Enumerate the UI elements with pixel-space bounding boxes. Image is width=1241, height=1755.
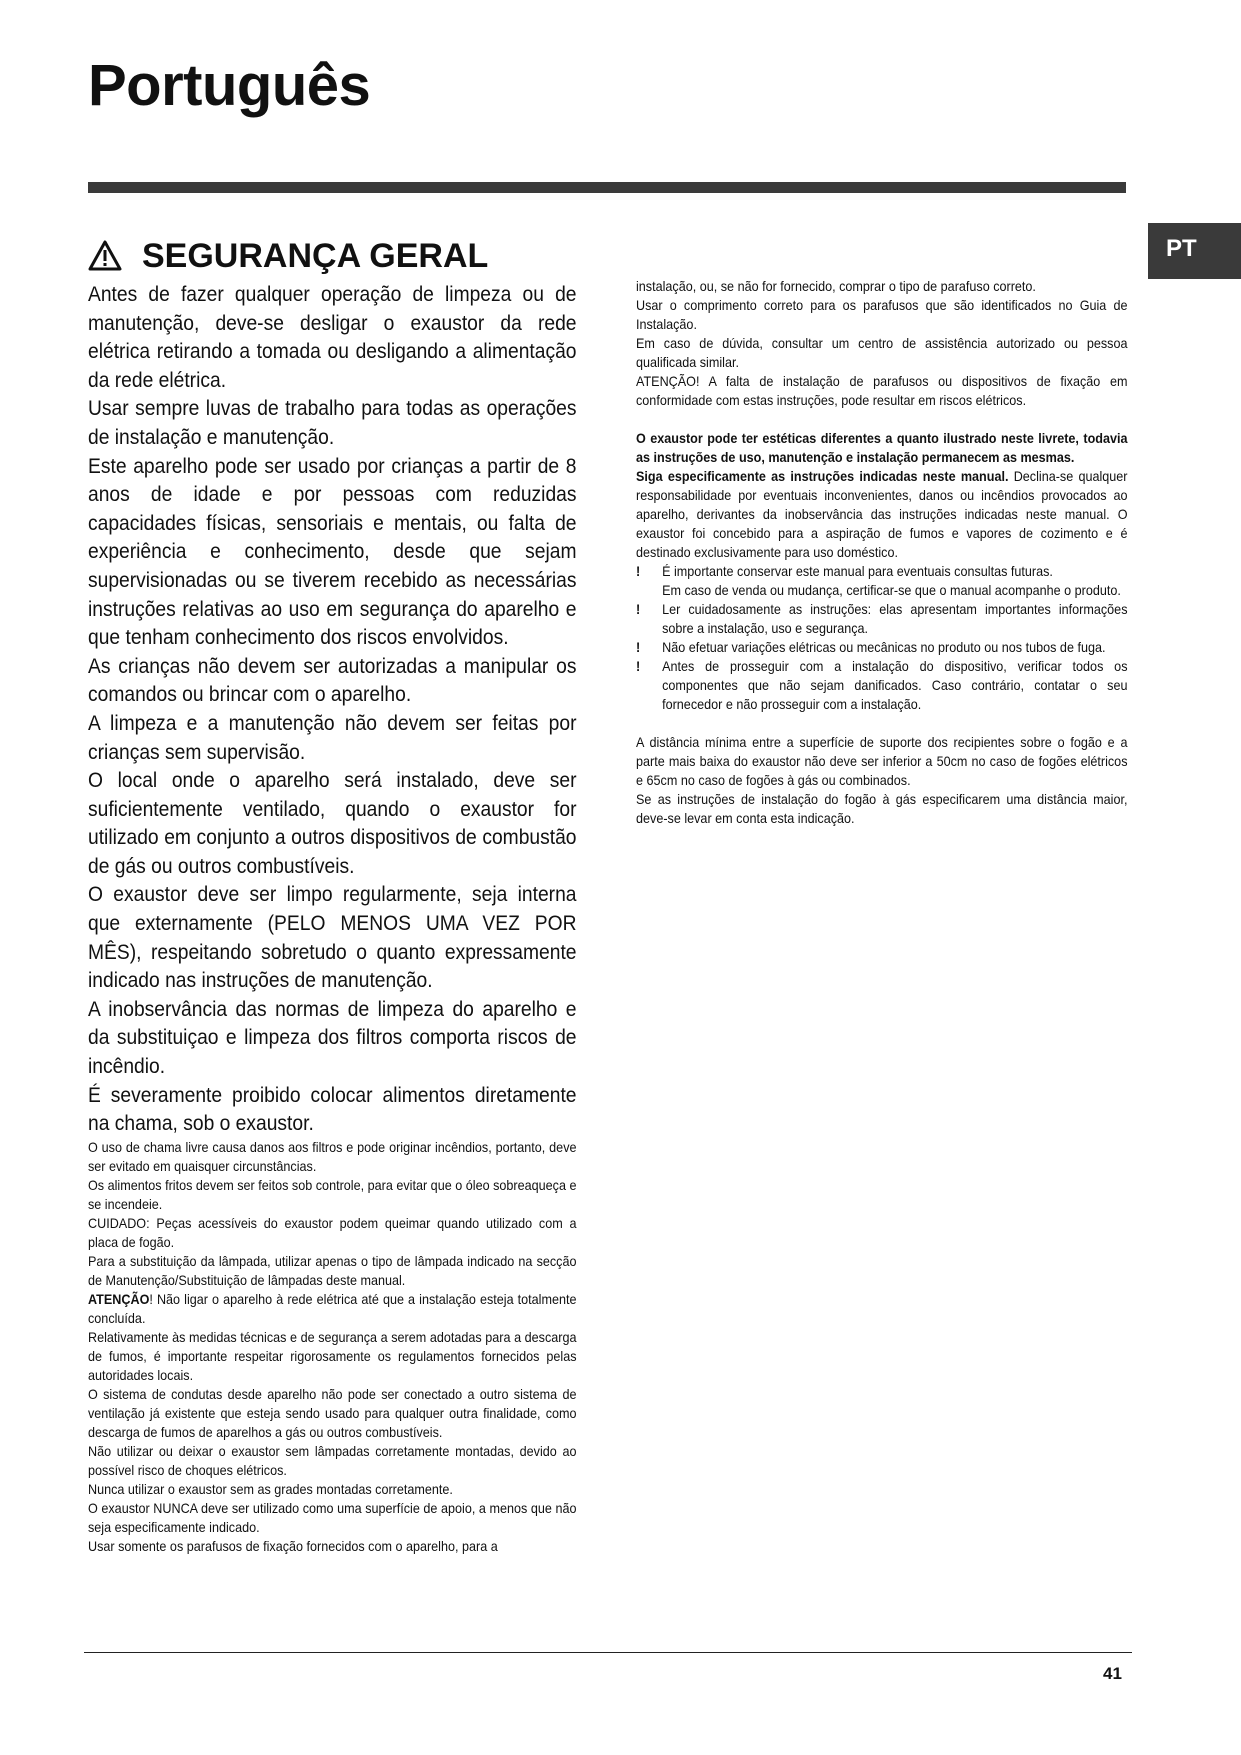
warning-text: É importante conservar este manual para eventuais consultas futuras. bbox=[662, 563, 1053, 579]
language-tab: PT bbox=[1148, 223, 1241, 279]
paragraph: As crianças não devem ser autorizadas a manipular os comandos ou brincar com o aparelho. bbox=[88, 653, 577, 707]
warning-triangle-icon bbox=[88, 240, 122, 272]
paragraph: É severamente proibido colocar alimentos diretamente na chama, sob o exaustor. bbox=[88, 1082, 577, 1136]
paragraph: instalação, ou, se não for fornecido, comprar o tipo de parafuso correto. bbox=[636, 278, 1036, 294]
paragraph: A distância mínima entre a superfície de suporte dos recipientes sobre o fogão e a parte mais baixa do exaustor não deve ser inferior a 50cm no caso de fogões elétricos e 65cm no caso de fogões à gás ou combinados. bbox=[636, 734, 1128, 788]
paragraph: A limpeza e a manutenção não devem ser feitas por crianças sem supervisão. bbox=[88, 710, 577, 764]
warning-item bbox=[636, 657, 1127, 714]
paragraph: Para a substituição da lâmpada, utilizar apenas o tipo de lâmpada indicado na secção de Manutenção/Substituição de lâmpadas deste manual. bbox=[88, 1252, 577, 1288]
paragraph: O sistema de condutas desde aparelho não pode ser conectado a outro sistema de ventilação já existente que esteja sendo usado para qualquer outra finalidade, como descarga de fumos de aparelhos a gás ou outros combustíveis. bbox=[88, 1385, 577, 1440]
paragraph: A inobservância das normas de limpeza do aparelho e da substituiçao e limpeza dos filtros comporta riscos de incêndio. bbox=[88, 996, 577, 1079]
paragraph: Antes de fazer qualquer operação de limpeza ou de manutenção, deve-se desligar o exaustor da rede elétrica retirando a tomada ou desligando a alimentação da rede elétrica. bbox=[88, 282, 577, 392]
paragraph: O exaustor deve ser limpo regularmente, seja interna que externamente (PELO MENOS UMA VEZ POR MÊS), respeitando sobretudo o quanto expressamente indicado nas instruções de manutenção. bbox=[88, 882, 577, 993]
left-column bbox=[88, 236, 577, 1556]
warning-mark: ! bbox=[636, 658, 641, 674]
warning-extra-text: Em caso de venda ou mudança, certificar-se que o manual acompanhe o produto. bbox=[662, 582, 1121, 598]
follow-instructions-text: Declina-se qualquer responsabilidade por eventuais inconvenientes, danos ou incêndios provocados ao aparelho, derivantes da inobservância das instruções indicadas neste manual. O exaustor foi concebido para a aspiração de fumos e vapores de cozimento e é destinado exclusivamente para uso doméstico. bbox=[636, 468, 1128, 560]
follow-instructions-lead: Siga especificamente as instruções indicadas neste manual. bbox=[636, 468, 1009, 484]
paragraph: Relativamente às medidas técnicas e de segurança a serem adotadas para a descarga de fumos, é importante respeitar rigorosamente os regulamentos fornecidos pelas autoridades locais. bbox=[88, 1328, 577, 1383]
section-heading bbox=[88, 236, 577, 276]
warning-mark: ! bbox=[636, 601, 641, 617]
paragraph: O local onde o aparelho será instalado, deve ser suficientemente ventilado, quando o exaustor for utilizado em conjunto a outros dispositivos de combustão de gás ou outros combustíveis. bbox=[88, 768, 577, 878]
warning-text: Antes de prosseguir com a instalação do dispositivo, verificar todos os componentes que não sejam danificados. Caso contrário, contatar o seu fornecedor e não prosseguir com a instalação. bbox=[662, 658, 1128, 712]
warning-item bbox=[636, 562, 1127, 600]
paragraph: Este aparelho pode ser usado por crianças a partir de 8 anos de idade e por pessoas com reduzidas capacidades físicas, sensoriais e mentais, ou falta de experiência e conhecimento, desde que sejam supervisionadas ou se tiverem recebido as necessárias instruções relativas ao uso em segurança do aparelho e que tenham conhecimento dos riscos envolvidos. bbox=[88, 453, 577, 650]
page-title: Português bbox=[88, 53, 371, 118]
paragraph: Os alimentos fritos devem ser feitos sob controle, para evitar que o óleo sobreaqueça e se incendeie. bbox=[88, 1176, 577, 1212]
attention-paragraph bbox=[88, 1290, 577, 1328]
right-column bbox=[636, 277, 1128, 828]
paragraph: O uso de chama livre causa danos aos filtros e pode originar incêndios, portanto, deve ser evitado em quaisquer circunstâncias. bbox=[88, 1138, 577, 1174]
paragraph: Nunca utilizar o exaustor sem as grades montadas corretamente. bbox=[88, 1480, 453, 1497]
header-divider bbox=[88, 182, 1126, 193]
attention-text: ! Não ligar o aparelho à rede elétrica até que a instalação esteja totalmente concluída. bbox=[88, 1290, 577, 1326]
follow-instructions-paragraph bbox=[636, 467, 1127, 562]
paragraph: Usar o comprimento correto para os parafusos que são identificados no Guia de Instalação. bbox=[636, 297, 1128, 332]
bold-notice: O exaustor pode ter estéticas diferentes a quanto ilustrado neste livrete, todavia as instruções de uso, manutenção e instalação permanecem as mesmas. bbox=[636, 430, 1128, 465]
paragraph: Usar sempre luvas de trabalho para todas as operações de instalação e manutenção. bbox=[88, 396, 577, 449]
paragraph: Em caso de dúvida, consultar um centro de assistência autorizado ou pessoa qualificada similar. bbox=[636, 335, 1128, 370]
footer-divider bbox=[84, 1652, 1132, 1653]
page-number: 41 bbox=[1103, 1664, 1122, 1683]
warning-mark: ! bbox=[636, 639, 641, 655]
paragraph: Usar somente os parafusos de fixação fornecidos com o aparelho, para a bbox=[88, 1537, 498, 1554]
section-heading-text: SEGURANÇA GERAL bbox=[142, 237, 489, 275]
small-text-block bbox=[88, 1138, 577, 1556]
paragraph: Se as instruções de instalação do fogão à gás especificarem uma distância maior, deve-se levar em conta esta indicação. bbox=[636, 791, 1128, 826]
paragraph: O exaustor NUNCA deve ser utilizado como uma superfície de apoio, a menos que não seja especificamente indicado. bbox=[88, 1499, 577, 1535]
paragraph: ATENÇÃO! A falta de instalação de parafusos ou dispositivos de fixação em conformidade com estas instruções, pode resultar em riscos elétricos. bbox=[636, 373, 1128, 408]
warning-mark: ! bbox=[636, 563, 641, 579]
warning-text: Não efetuar variações elétricas ou mecânicas no produto ou nos tubos de fuga. bbox=[662, 639, 1106, 655]
paragraph: CUIDADO: Peças acessíveis do exaustor podem queimar quando utilizado com a placa de fogão. bbox=[88, 1214, 577, 1250]
attention-label: ATENÇÃO bbox=[88, 1290, 150, 1307]
large-text-block bbox=[88, 280, 577, 1138]
warning-item bbox=[636, 600, 1127, 638]
warning-item bbox=[636, 638, 1127, 657]
warning-text: Ler cuidadosamente as instruções: elas apresentam importantes informações sobre a instalação, uso e segurança. bbox=[662, 601, 1128, 636]
paragraph: Não utilizar ou deixar o exaustor sem lâmpadas corretamente montadas, devido ao possível risco de choques elétricos. bbox=[88, 1442, 577, 1478]
